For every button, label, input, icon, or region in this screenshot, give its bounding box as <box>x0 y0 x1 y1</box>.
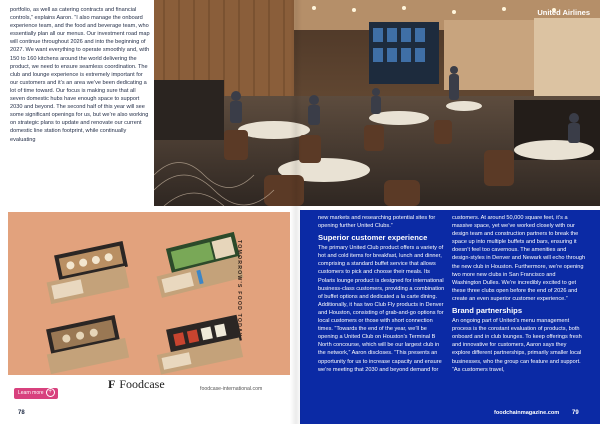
photo-brand-label: United Airlines <box>537 8 590 17</box>
foodcase-logo <box>108 377 165 392</box>
learn-more-label: Learn more <box>18 390 44 396</box>
foodcase-logo-icon: F <box>108 377 116 391</box>
left-article-column <box>10 6 150 202</box>
section-heading-brand-partnerships: Brand partnerships <box>452 306 523 316</box>
middle-article-column <box>318 214 448 374</box>
learn-more-button[interactable] <box>14 388 58 399</box>
foodcase-advert <box>8 212 290 402</box>
foodcase-brand-name: Foodcase <box>119 377 165 391</box>
right-article-column <box>452 214 586 374</box>
middle-body-text: The primary United Club product offers a variety of hot and cold items for breakfast, lunch and dinner, comprising a standard buffet service that allows customers to pick and choose their meals. Its Polaris lounge product is designed for international business-class customers, providing a combination of buffet options and dedicated a la carte dining. Additionally, it has two Club Fly products in Denver and Houston, consisting of grab-and-go options for local customers or those with short connection times. “Towards the end of the year, we’ll be opening a United Club on Houston’s Terminal B North concourse, which will be our largest club in the network,” Aaron discloses. “This presents an opportunity for us to increase capacity and ensure we’re meeting that 2030 and beyond demand for <box>318 245 445 373</box>
advert-product-illustration <box>8 212 290 402</box>
left-page-number: 78 <box>18 410 25 416</box>
right-body-text-2: An ongoing part of United’s menu management process is the constant evaluation of products, both onboard and in club lounges. To keep offerings fresh and innovative for customers, Aaron says they explore different partnerships, primarily smaller local businesses, who the group can feature and support. “As customers travel, <box>452 318 582 373</box>
right-body-text: customers. At around 50,000 square feet, it’s a massive space, yet we’ve worked closely with our design team and construction partners to break the space up into multiple buffets and bars, ensuring it doesn’t feel too cavernous. The amenities and design-styles in Denver and Newark will echo through the new club in Houston. Furthermore, we’re opening two more new clubs in San Francisco and Washington Dulles. We’re incredibly excited to get these three clubs open before the end of 2026 and create an even superior customer experience.” <box>452 215 586 302</box>
advert-tagline <box>232 240 242 390</box>
advert-tagline-text: TOMORROW'S FOOD TODAY <box>236 240 242 338</box>
lounge-photo-illustration <box>154 0 600 206</box>
magazine-site-url[interactable]: foodchainmagazine.com <box>494 410 560 416</box>
middle-intro-text: new markets and researching potential sites for opening further United Clubs.” <box>318 215 436 230</box>
left-column-text: portfolio, as well as catering contracts and financial controls,” explains Aaron. “I also manage the onboard experience team, and the food and beverage team, who essentially plan all our menus. Our investment road map will continue throughout 2026 and into the beginning of 2027. We want everything to operate smoothly and, with 150 to 160 kitchens around the world delivering the product, we need to ensure seamless coordination. The club and lounge experience is extremely important for our customers and it’s an area we’ve been dedicating a lot of time toward. Our focus is making sure that all seven domestic hubs have enough space to support 2030 and beyond. The second half of this year will see some significant openings for us, but we’re also working on strategic plans to update and renovate our current domestic line station footprint, while continually evaluating <box>10 7 150 143</box>
section-heading-superior-experience: Superior customer experience <box>318 233 428 243</box>
advert-url[interactable]: foodcase-international.com <box>200 386 263 392</box>
plus-icon: + <box>46 388 55 397</box>
right-page-number: 79 <box>572 410 579 416</box>
lounge-photo <box>154 0 600 206</box>
